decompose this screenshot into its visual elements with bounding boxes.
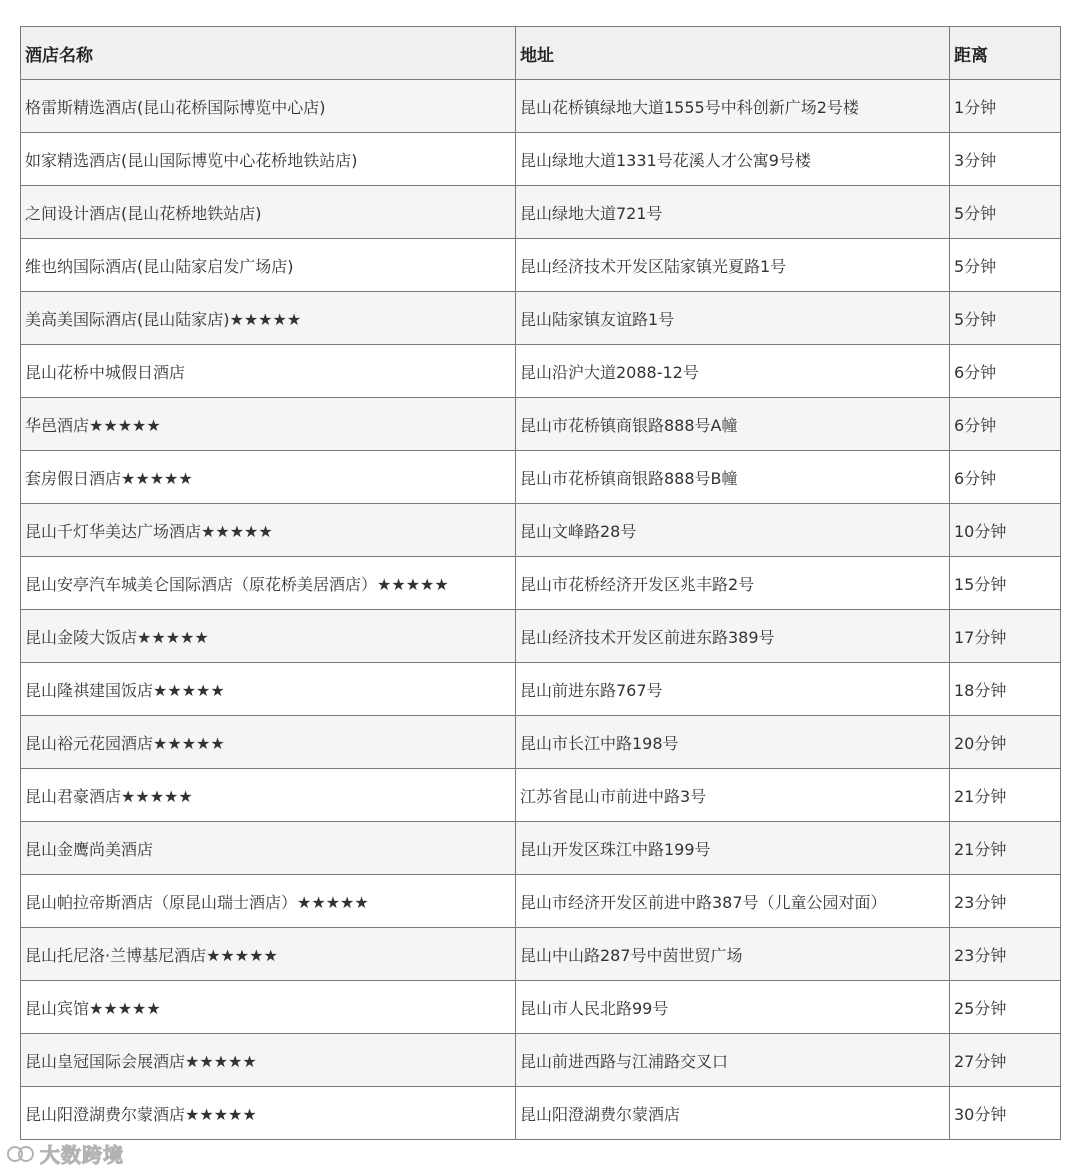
cell-address: 昆山市经济开发区前进中路387号（儿童公园对面） [516, 875, 950, 928]
header-distance: 距离 [950, 27, 1061, 80]
hotel-table [20, 26, 1061, 1140]
header-address: 地址 [516, 27, 950, 80]
cell-address: 昆山市花桥镇商银路888号B幢 [516, 451, 950, 504]
cell-hotel-name: 昆山宾馆★★★★★ [21, 981, 516, 1034]
table-row [21, 557, 1061, 610]
cell-hotel-name: 昆山阳澄湖费尔蒙酒店★★★★★ [21, 1087, 516, 1140]
table-row [21, 822, 1061, 875]
cell-distance: 6分钟 [950, 451, 1061, 504]
cell-address: 昆山中山路287号中茵世贸广场 [516, 928, 950, 981]
cell-distance: 10分钟 [950, 504, 1061, 557]
cell-hotel-name: 昆山裕元花园酒店★★★★★ [21, 716, 516, 769]
cell-hotel-name: 如家精选酒店(昆山国际博览中心花桥地铁站店) [21, 133, 516, 186]
cell-hotel-name: 美高美国际酒店(昆山陆家店)★★★★★ [21, 292, 516, 345]
cell-distance: 5分钟 [950, 292, 1061, 345]
header-hotel-name: 酒店名称 [21, 27, 516, 80]
cell-distance: 30分钟 [950, 1087, 1061, 1140]
table-row [21, 1087, 1061, 1140]
table-row [21, 292, 1061, 345]
cell-hotel-name: 套房假日酒店★★★★★ [21, 451, 516, 504]
cell-hotel-name: 昆山皇冠国际会展酒店★★★★★ [21, 1034, 516, 1087]
cell-hotel-name: 昆山君豪酒店★★★★★ [21, 769, 516, 822]
cell-distance: 25分钟 [950, 981, 1061, 1034]
table-row [21, 504, 1061, 557]
cell-hotel-name: 昆山千灯华美达广场酒店★★★★★ [21, 504, 516, 557]
cell-address: 昆山沿沪大道2088-12号 [516, 345, 950, 398]
cell-address: 昆山市花桥镇商银路888号A幢 [516, 398, 950, 451]
cell-address: 昆山市长江中路198号 [516, 716, 950, 769]
cell-address: 昆山绿地大道721号 [516, 186, 950, 239]
cell-address: 昆山市人民北路99号 [516, 981, 950, 1034]
cell-distance: 17分钟 [950, 610, 1061, 663]
cell-distance: 18分钟 [950, 663, 1061, 716]
cell-distance: 3分钟 [950, 133, 1061, 186]
cell-distance: 5分钟 [950, 239, 1061, 292]
cell-address: 昆山阳澄湖费尔蒙酒店 [516, 1087, 950, 1140]
cell-distance: 5分钟 [950, 186, 1061, 239]
cell-address: 昆山绿地大道1331号花溪人才公寓9号楼 [516, 133, 950, 186]
cell-hotel-name: 昆山托尼洛·兰博基尼酒店★★★★★ [21, 928, 516, 981]
cell-hotel-name: 昆山隆祺建国饭店★★★★★ [21, 663, 516, 716]
cell-address: 昆山陆家镇友谊路1号 [516, 292, 950, 345]
brand-logo-icon [6, 1144, 36, 1164]
cell-hotel-name: 昆山帕拉帝斯酒店（原昆山瑞士酒店）★★★★★ [21, 875, 516, 928]
cell-hotel-name: 格雷斯精选酒店(昆山花桥国际博览中心店) [21, 80, 516, 133]
table-row [21, 875, 1061, 928]
cell-address: 昆山开发区珠江中路199号 [516, 822, 950, 875]
cell-address: 昆山市花桥经济开发区兆丰路2号 [516, 557, 950, 610]
table-row [21, 451, 1061, 504]
table-row [21, 133, 1061, 186]
watermark-text: 大数跨境 [40, 1143, 124, 1167]
cell-hotel-name: 维也纳国际酒店(昆山陆家启发广场店) [21, 239, 516, 292]
table-row [21, 716, 1061, 769]
table-row [21, 239, 1061, 292]
cell-address: 昆山花桥镇绿地大道1555号中科创新广场2号楼 [516, 80, 950, 133]
cell-address: 昆山前进东路767号 [516, 663, 950, 716]
cell-hotel-name: 华邑酒店★★★★★ [21, 398, 516, 451]
cell-address: 昆山经济技术开发区前进东路389号 [516, 610, 950, 663]
cell-distance: 23分钟 [950, 875, 1061, 928]
cell-distance: 20分钟 [950, 716, 1061, 769]
hotel-table-container [20, 26, 1060, 1140]
cell-hotel-name: 昆山安亭汽车城美仑国际酒店（原花桥美居酒店）★★★★★ [21, 557, 516, 610]
cell-address: 昆山前进西路与江浦路交叉口 [516, 1034, 950, 1087]
cell-distance: 6分钟 [950, 398, 1061, 451]
table-row [21, 80, 1061, 133]
table-row [21, 981, 1061, 1034]
cell-distance: 21分钟 [950, 769, 1061, 822]
table-header-row [21, 27, 1061, 80]
cell-hotel-name: 昆山金鹰尚美酒店 [21, 822, 516, 875]
cell-hotel-name: 昆山花桥中城假日酒店 [21, 345, 516, 398]
table-row [21, 663, 1061, 716]
cell-distance: 15分钟 [950, 557, 1061, 610]
table-row [21, 610, 1061, 663]
cell-distance: 21分钟 [950, 822, 1061, 875]
table-row [21, 398, 1061, 451]
cell-distance: 6分钟 [950, 345, 1061, 398]
cell-address: 昆山文峰路28号 [516, 504, 950, 557]
table-row [21, 1034, 1061, 1087]
cell-hotel-name: 昆山金陵大饭店★★★★★ [21, 610, 516, 663]
cell-address: 昆山经济技术开发区陆家镇光夏路1号 [516, 239, 950, 292]
table-row [21, 769, 1061, 822]
table-row [21, 345, 1061, 398]
table-row [21, 186, 1061, 239]
cell-distance: 23分钟 [950, 928, 1061, 981]
table-body [21, 80, 1061, 1140]
cell-hotel-name: 之间设计酒店(昆山花桥地铁站店) [21, 186, 516, 239]
cell-address: 江苏省昆山市前进中路3号 [516, 769, 950, 822]
cell-distance: 27分钟 [950, 1034, 1061, 1087]
table-row [21, 928, 1061, 981]
watermark [6, 1139, 124, 1168]
cell-distance: 1分钟 [950, 80, 1061, 133]
